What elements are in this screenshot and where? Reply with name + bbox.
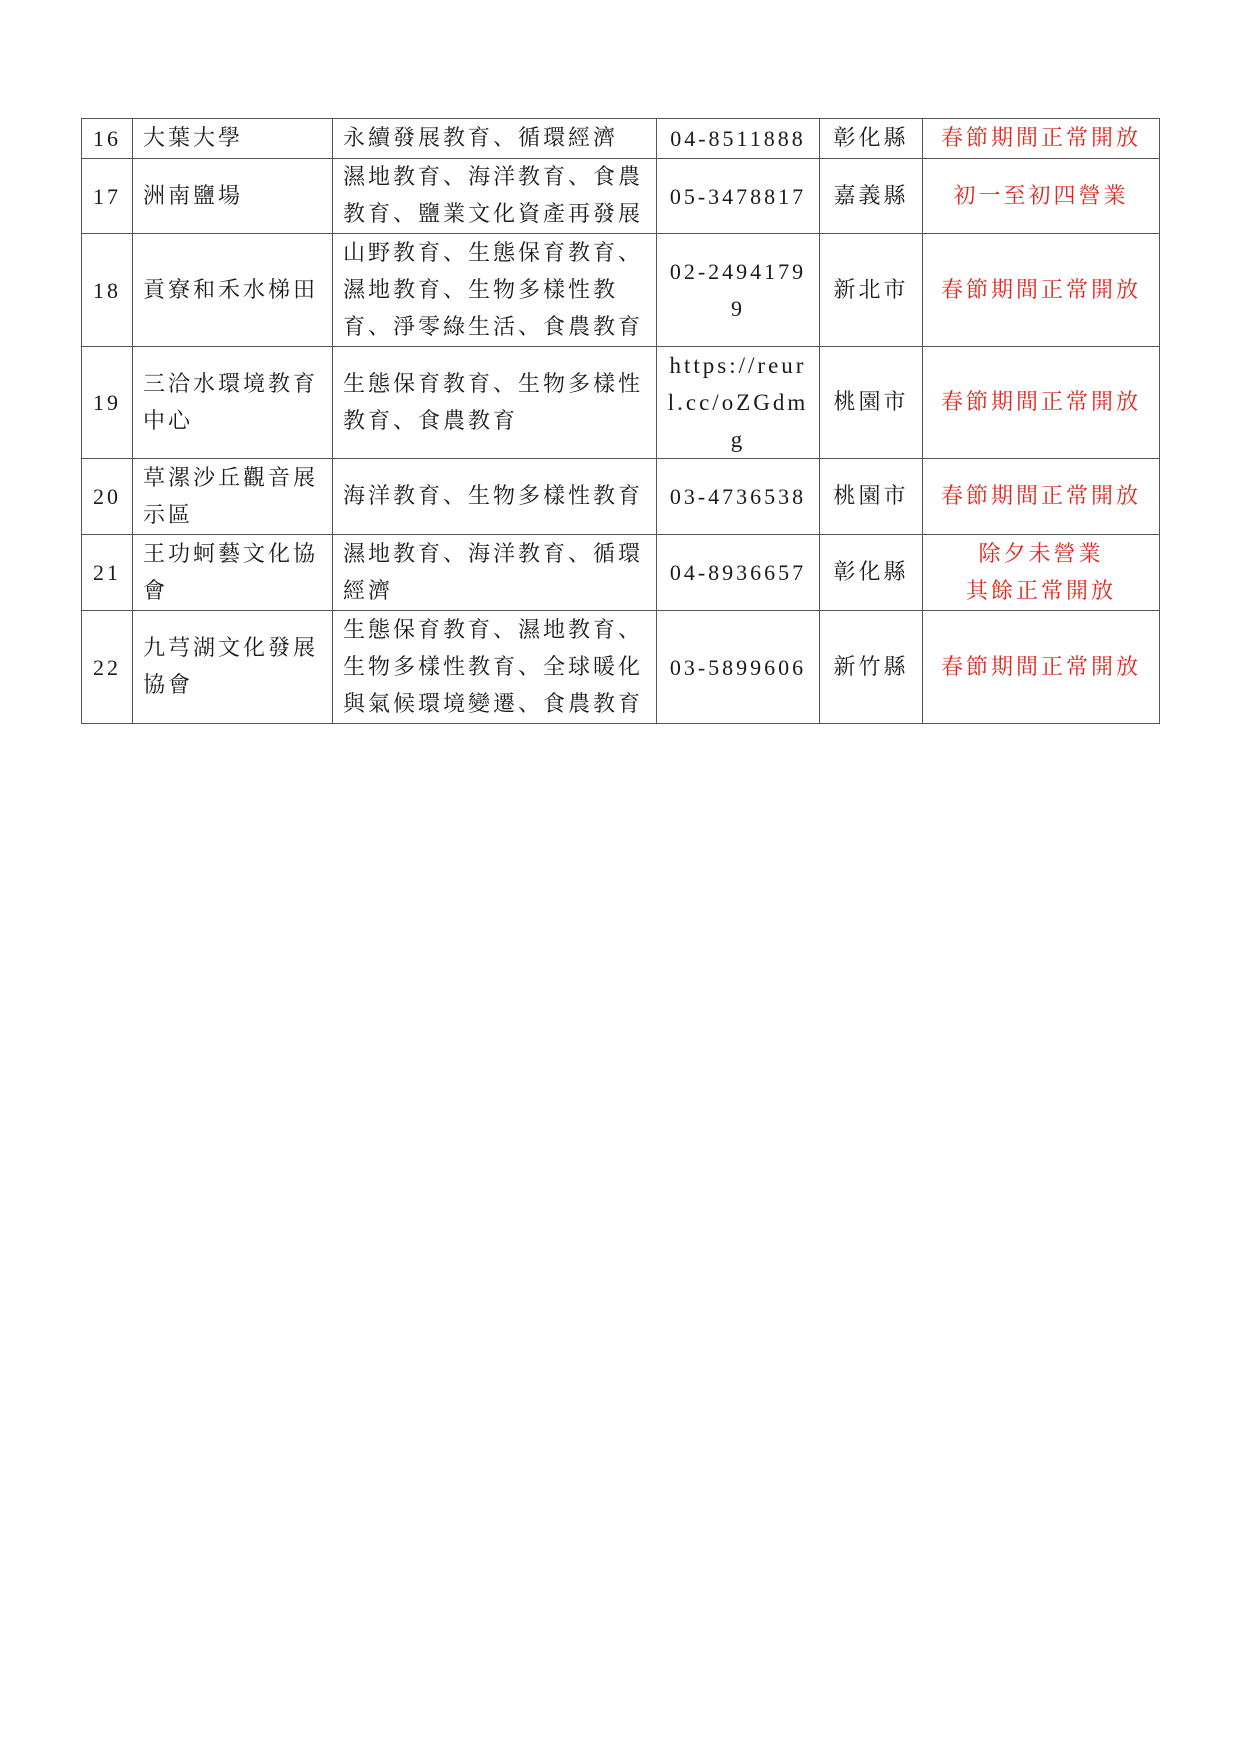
table-row xyxy=(82,234,1160,347)
venue-region: 新北市 xyxy=(820,234,923,347)
holiday-status xyxy=(923,459,1160,535)
venue-table-body xyxy=(82,119,1160,724)
venue-themes: 山野教育、生態保育教育、濕地教育、生物多樣性教育、淨零綠生活、食農教育 xyxy=(333,234,657,347)
holiday-status-line: 春節期間正常開放 xyxy=(940,126,1141,151)
holiday-status-line: 其餘正常開放 xyxy=(965,578,1116,604)
holiday-status-line: 春節期間正常開放 xyxy=(940,277,1141,303)
table-row xyxy=(82,119,1160,159)
row-number: 21 xyxy=(82,535,133,611)
venue-table xyxy=(81,118,1160,724)
venue-themes: 海洋教育、生物多樣性教育 xyxy=(333,459,657,535)
venue-region: 桃園市 xyxy=(820,459,923,535)
row-number: 19 xyxy=(82,347,133,459)
venue-name: 王功蚵藝文化協會 xyxy=(133,535,333,611)
table-row xyxy=(82,347,1160,459)
venue-phone: 03-5899606 xyxy=(657,611,820,724)
row-number: 18 xyxy=(82,234,133,347)
row-number: 22 xyxy=(82,611,133,724)
venue-phone: 05-3478817 xyxy=(657,159,820,234)
holiday-status xyxy=(923,611,1160,724)
venue-themes: 濕地教育、海洋教育、循環經濟 xyxy=(333,535,657,611)
table-row xyxy=(82,535,1160,611)
venue-themes: 濕地教育、海洋教育、食農教育、鹽業文化資產再發展 xyxy=(333,159,657,234)
venue-region: 桃園市 xyxy=(820,347,923,459)
holiday-status xyxy=(923,119,1160,159)
venue-region: 彰化縣 xyxy=(820,535,923,611)
venue-phone: 03-4736538 xyxy=(657,459,820,535)
venue-website: https://reurl.cc/oZGdmg xyxy=(657,347,820,459)
holiday-status-line: 春節期間正常開放 xyxy=(940,654,1141,680)
venue-themes: 生態保育教育、生物多樣性教育、食農教育 xyxy=(333,347,657,459)
venue-themes: 永續發展教育、循環經濟 xyxy=(333,119,657,159)
venue-name: 草漯沙丘觀音展示區 xyxy=(133,459,333,535)
venue-phone: 04-8936657 xyxy=(657,535,820,611)
holiday-status xyxy=(923,347,1160,459)
venue-region: 彰化縣 xyxy=(820,119,923,159)
venue-name: 九芎湖文化發展協會 xyxy=(133,611,333,724)
table-row xyxy=(82,159,1160,234)
venue-phone: 02-24941799 xyxy=(657,234,820,347)
holiday-status xyxy=(923,535,1160,611)
venue-themes: 生態保育教育、濕地教育、生物多樣性教育、全球暖化與氣候環境變遷、食農教育 xyxy=(333,611,657,724)
venue-name: 貢寮和禾水梯田 xyxy=(133,234,333,347)
venue-name: 大葉大學 xyxy=(133,119,333,159)
holiday-status xyxy=(923,159,1160,234)
holiday-status-line: 除夕未營業 xyxy=(978,541,1104,567)
venue-name: 三洽水環境教育中心 xyxy=(133,347,333,459)
row-number: 20 xyxy=(82,459,133,535)
table-row xyxy=(82,611,1160,724)
venue-phone: 04-8511888 xyxy=(657,119,820,159)
venue-region: 嘉義縣 xyxy=(820,159,923,234)
holiday-status-line: 春節期間正常開放 xyxy=(940,390,1141,415)
table-row xyxy=(82,459,1160,535)
venue-region: 新竹縣 xyxy=(820,611,923,724)
row-number: 17 xyxy=(82,159,133,234)
holiday-status xyxy=(923,234,1160,347)
row-number: 16 xyxy=(82,119,133,159)
venue-name: 洲南鹽場 xyxy=(133,159,333,234)
holiday-status-line: 春節期間正常開放 xyxy=(940,484,1141,509)
holiday-status-line: 初一至初四營業 xyxy=(953,183,1129,209)
